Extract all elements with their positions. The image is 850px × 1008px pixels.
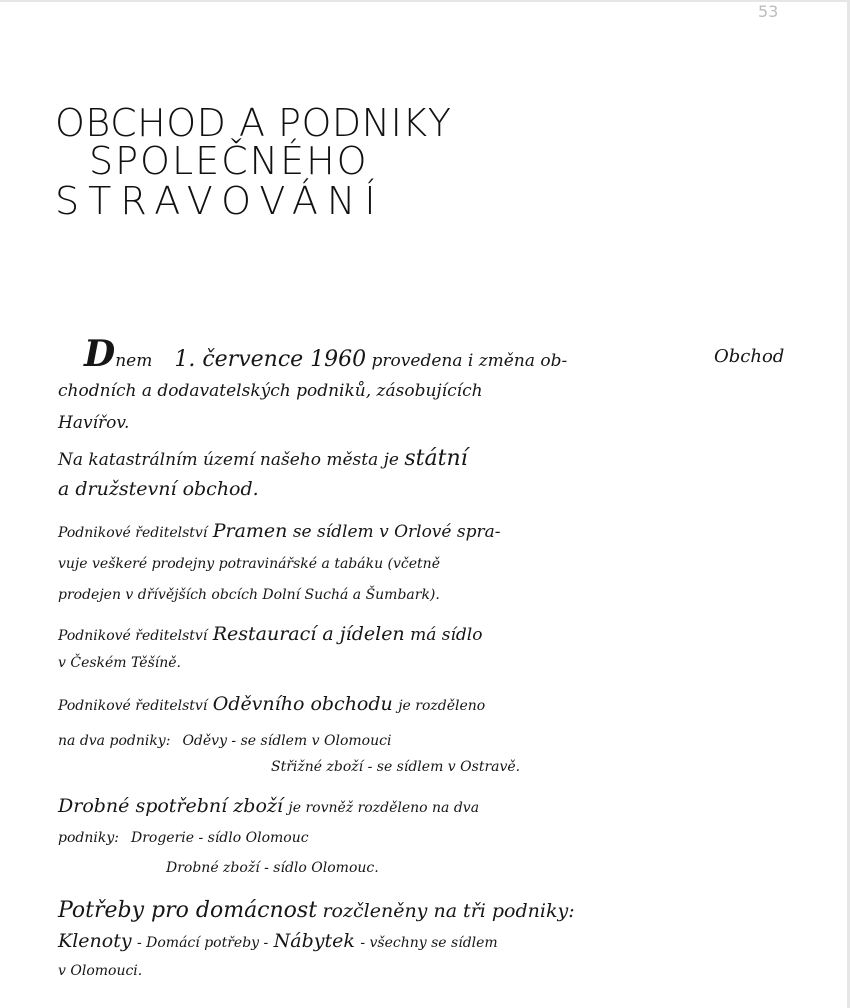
p3-text: se sídlem v Orlové spra- [292,522,501,542]
p5-lead-2: na dva podniky: [58,733,171,749]
paragraph-5-line-2 [58,734,391,748]
p1-word: nem [115,351,153,371]
title-line-1: OBCHOD A PODNIKY [55,101,452,145]
title-line-2: SPOLEČNÉHO [89,139,369,183]
paragraph-4-line-1 [58,625,482,644]
scan-top-edge [0,0,850,2]
p7-text: - všechny se sídlem [360,935,498,951]
paragraph-1-line-2: chodních a dodavatelských podniků, zásobujících [58,381,483,401]
p6-lead-2: podniky: [58,830,119,846]
p4-emphasis: Restaurací a jídelen [212,623,405,645]
p5-emphasis: Oděvního obchodu [212,693,393,715]
p4-lead: Podnikové ředitelství [58,628,208,644]
p7-item-1: Klenoty [58,930,132,952]
p1-date: 1. července 1960 [174,347,367,372]
p6-branch-1: Drogerie - sídlo Olomouc [130,830,309,846]
paragraph-3-line-2: vuje veškeré prodejny potravinářské a tabáku (včetně [58,556,440,572]
paragraph-7-line-3: v Olomouci. [58,963,143,979]
p2-text: Na katastrálním území našeho města je [58,450,399,470]
p3-emphasis: Pramen [212,520,288,542]
paragraph-6-line-1 [58,797,479,816]
paragraph-3-line-1 [58,522,501,541]
paragraph-4-line-2: v Českém Těšíně. [58,655,181,671]
p3-lead: Podnikové ředitelství [58,525,208,541]
p7-item-2: - Domácí potřeby - [136,935,269,951]
p6-emphasis: Drobné spotřební zboží [58,795,283,817]
margin-note: Obchod [714,346,785,367]
p7-emphasis: Potřeby pro domácnost [58,898,318,923]
paragraph-2-line-1 [58,448,468,470]
paragraph-7-line-2 [58,932,498,951]
p5-text: je rozděleno [398,698,486,714]
paragraph-3-line-3: prodejen v dřívějších obcích Dolní Suchá a Šumbark). [58,587,440,603]
p4-text: má sídlo [410,625,483,645]
p5-branch-1: Oděvy - se sídlem v Olomouci [182,733,392,749]
paragraph-6-line-3: Drobné zboží - sídlo Olomouc. [166,860,379,876]
paragraph-1-line-3: Havířov. [58,413,130,433]
p7-item-3: Nábytek [273,930,355,952]
p5-lead: Podnikové ředitelství [58,698,208,714]
p2-emphasis: státní [404,446,468,471]
paragraph-7-line-1 [58,900,575,922]
p1-text: provedena i změna ob- [371,351,568,371]
paragraph-2-line-2: a družstevní obchod. [58,478,259,500]
paragraph-1-line-1 [84,333,568,375]
paragraph-5-line-3: Střižné zboží - se sídlem v Ostravě. [271,759,521,775]
paragraph-5-line-1 [58,695,485,714]
p7-text: rozčleněny na tři podniky: [322,900,575,922]
drop-cap: D [84,333,116,375]
page-number: 53 [758,2,779,21]
title-line-3: STRAVOVÁNÍ [55,179,385,223]
paragraph-6-line-2 [58,831,309,845]
p6-text: je rovněž rozděleno na dva [288,800,480,816]
